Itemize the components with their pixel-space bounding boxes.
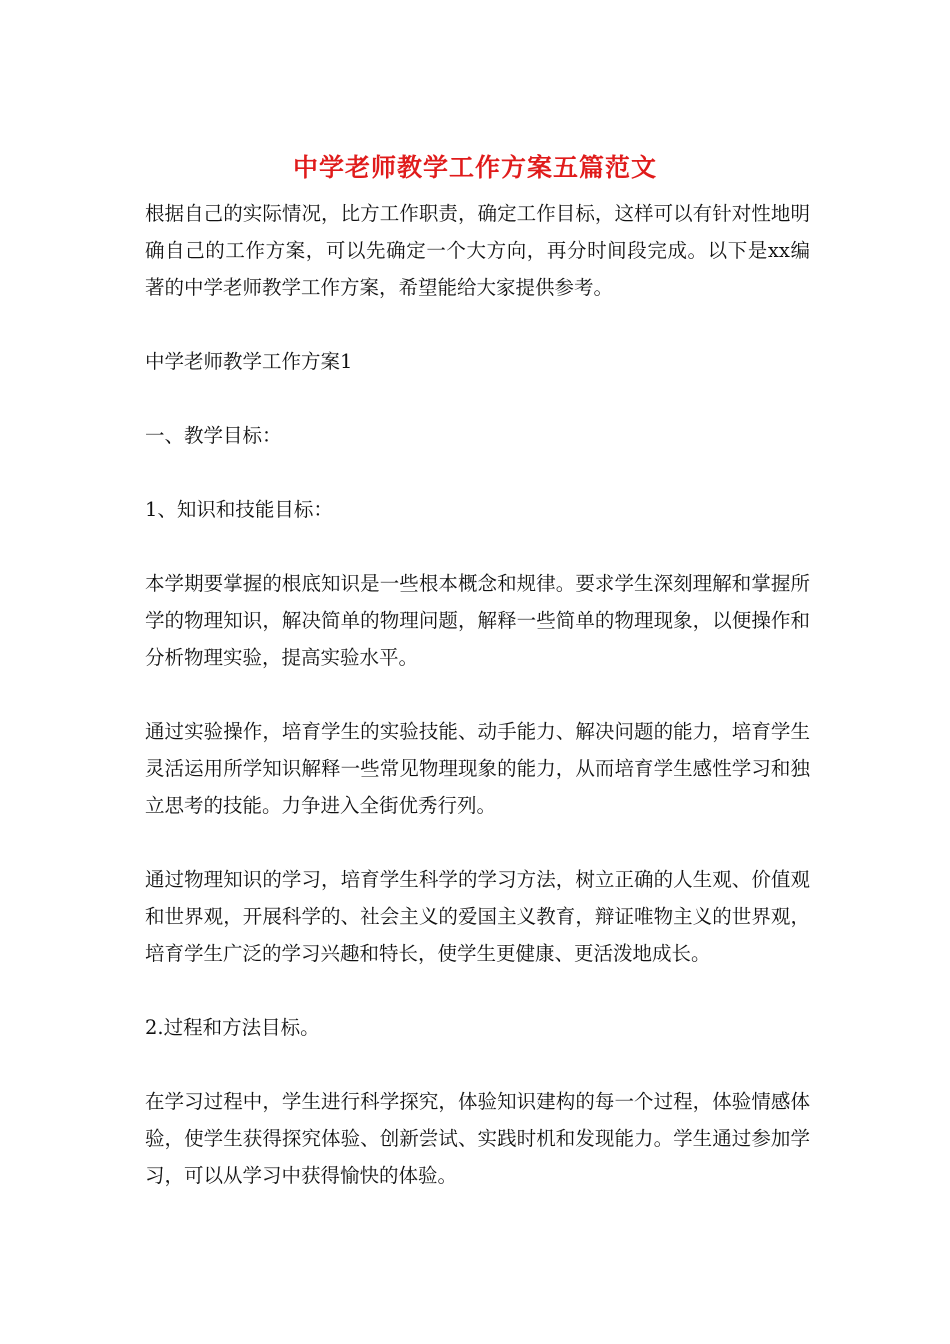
body-paragraph: 本学期要掌握的根底知识是一些根本概念和规律。要求学生深刻理解和掌握所学的物理知识，解决简单的物理问题，解释一些简单的物理现象，以便操作和分析物理实验，提高实验水平。: [145, 572, 810, 669]
intro-paragraph: 根据自己的实际情况，比方工作职责，确定工作目标，这样可以有针对性地明确自己的工作方案，可以先确定一个大方向，再分时间段完成。以下是xx编著的中学老师教学工作方案，希望能给大家提供参考。: [145, 202, 810, 299]
subheading-knowledge-skills: 1、知识和技能目标：: [145, 498, 333, 521]
body-paragraph: 通过物理知识的学习，培育学生科学的学习方法，树立正确的人生观、价值观和世界观，开展科学的、社会主义的爱国主义教育，辩证唯物主义的世界观，培育学生广泛的学习兴趣和特长，使学生更健康、更活泼地成长。: [145, 868, 810, 965]
body-paragraph: 通过实验操作，培育学生的实验技能、动手能力、解决问题的能力，培育学生灵活运用所学知识解释一些常见物理现象的能力，从而培育学生感性学习和独立思考的技能。力争进入全街优秀行列。: [145, 720, 810, 817]
section-heading-plan-1: 中学老师教学工作方案1: [145, 350, 353, 373]
section-heading-teaching-goals: 一、教学目标：: [145, 424, 282, 447]
subheading-process-methods: 2.过程和方法目标。: [145, 1016, 320, 1039]
body-paragraph: 在学习过程中，学生进行科学探究，体验知识建构的每一个过程，体验情感体验，使学生获得探究体验、创新尝试、实践时机和发现能力。学生通过参加学习，可以从学习中获得愉快的体验。: [145, 1090, 810, 1187]
document-body: [145, 195, 810, 1231]
document-title: 中学老师教学工作方案五篇范文: [292, 153, 657, 182]
